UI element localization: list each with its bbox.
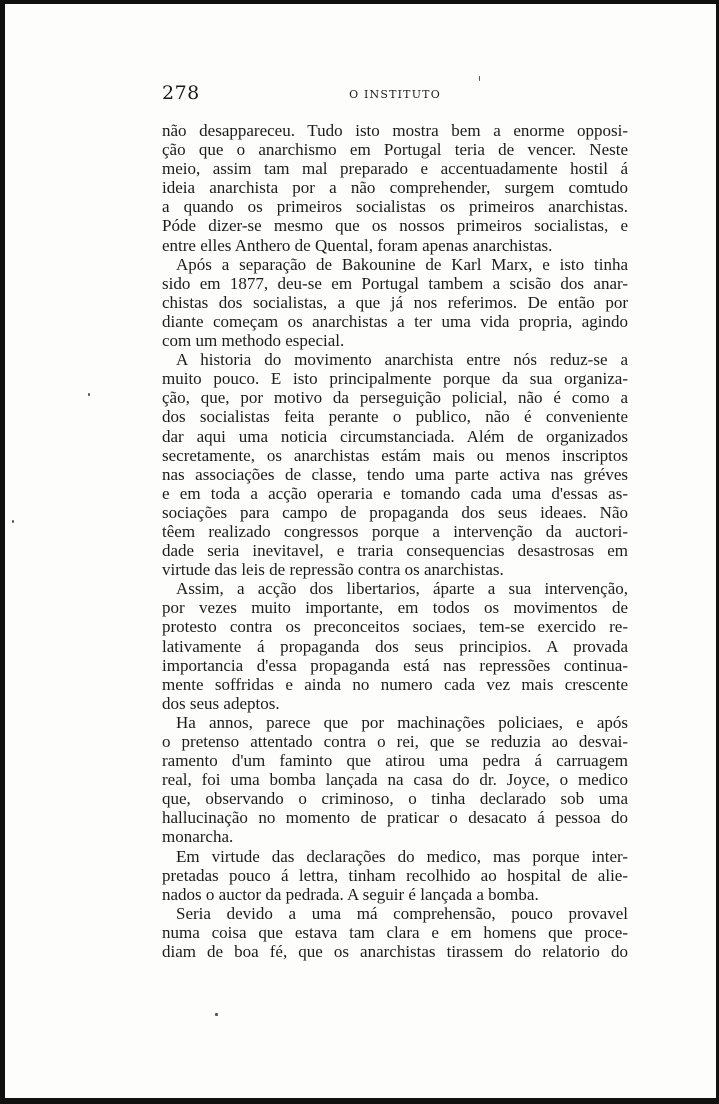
text-line: diam de boa fé, que os anarchistas tirassem do relatorio do bbox=[162, 942, 628, 962]
text-line: e em toda a acção operaria e tomando cada uma d'essas as- bbox=[162, 483, 628, 503]
text-line: ramento d'um faminto que atirou uma pedra á carruagem bbox=[162, 751, 628, 771]
text-line: Após a separação de Bakounine de Karl Marx, e isto tinha bbox=[176, 254, 628, 274]
text-line: importancia d'essa propaganda está nas repressões continua- bbox=[162, 655, 628, 675]
text-line: protesto contra os preconceitos sociaes, tem-se exercido re- bbox=[162, 617, 628, 637]
text-line: com um methodo especial. bbox=[162, 331, 345, 351]
text-line: dos socialistas feita perante o publico, não é conveniente bbox=[162, 407, 628, 427]
text-line: secretamente, os anarchistas estám mais ou menos inscriptos bbox=[162, 445, 628, 465]
text-line: a quando os primeiros socialistas os primeiros anarchistas. bbox=[162, 197, 628, 217]
text-line: não desappareceu. Tudo isto mostra bem a enorme opposi- bbox=[162, 121, 628, 140]
text-line: Em virtude das declarações do medico, mas porque inter- bbox=[176, 846, 628, 866]
print-speck bbox=[215, 1013, 218, 1016]
text-line: dos seus adeptos. bbox=[162, 693, 280, 713]
text-line: têem realizado congressos porque a intervenção da auctori- bbox=[162, 521, 628, 541]
text-line: monarcha. bbox=[162, 827, 234, 847]
text-line: numa coisa que estava tam clara e em homens que proce- bbox=[162, 922, 628, 942]
text-line: dar aqui uma noticia circumstanciada. Além de organizados bbox=[162, 426, 628, 446]
text-line: mente soffridas e ainda no numero cada vez mais crescente bbox=[162, 674, 628, 694]
body-text bbox=[162, 121, 628, 961]
text-line: que, observando o criminoso, o tinha declarado sob uma bbox=[162, 789, 628, 809]
text-line: ideia anarchista por a não comprehender, surgem comtudo bbox=[162, 178, 628, 198]
text-line: sociações para campo de propaganda dos seus ideaes. Não bbox=[162, 502, 628, 522]
text-line: A historia do movimento anarchista entre nós reduz-se a bbox=[176, 350, 628, 370]
print-speck bbox=[12, 520, 14, 523]
text-line: sido em 1877, deu-se em Portugal tambem a scisão dos anar- bbox=[162, 273, 628, 293]
print-speck bbox=[479, 76, 480, 81]
text-line: o pretenso attentado contra o rei, que se reduzia ao desvai- bbox=[162, 732, 628, 751]
text-line: nas associações de classe, tendo uma parte activa nas gréves bbox=[162, 464, 628, 484]
text-line: pretadas pouco á lettra, tinham recolhido ao hospital de alie- bbox=[162, 865, 628, 885]
running-head bbox=[162, 82, 628, 108]
text-line: diante começam os anarchistas a ter uma vida propria, agindo bbox=[162, 311, 628, 331]
text-line: chistas dos socialistas, a que já nos referimos. De então por bbox=[162, 292, 628, 312]
running-title: O INSTITUTO bbox=[349, 88, 441, 101]
text-line: Ha annos, parece que por machinações policiaes, e após bbox=[176, 712, 628, 732]
text-line: ção, que, por motivo da perseguição policial, não é como a bbox=[162, 388, 628, 408]
text-line: dade seria inevitavel, e traria consequencias desastrosas em bbox=[162, 541, 628, 561]
text-line: virtude das leis de repressão contra os anarchistas. bbox=[162, 560, 504, 580]
text-line: nados o auctor da pedrada. A seguir é lançada a bomba. bbox=[162, 884, 539, 904]
text-line: ção que o anarchismo em Portugal teria de vencer. Neste bbox=[162, 140, 628, 160]
text-line: por vezes muito importante, em todos os movimentos de bbox=[162, 598, 628, 618]
text-line: real, foi uma bomba lançada na casa do dr. Joyce, o medico bbox=[162, 770, 628, 790]
text-line: Seria devido a uma má comprehensão, pouco provavel bbox=[176, 903, 628, 923]
text-line: hallucinação no momento de praticar o desacato á pessoa do bbox=[162, 808, 628, 828]
text-line: meio, assim tam mal preparado e accentuadamente hostil á bbox=[162, 159, 628, 179]
print-speck bbox=[88, 393, 90, 396]
page-number: 278 bbox=[162, 82, 200, 104]
text-line: lativamente á propaganda dos seus principios. A provada bbox=[162, 636, 628, 656]
text-line: entre elles Anthero de Quental, foram apenas anarchistas. bbox=[162, 235, 553, 255]
text-line: muito pouco. E isto principalmente porque da sua organiza- bbox=[162, 369, 628, 389]
text-line: Póde dizer-se mesmo que os nossos primeiros socialistas, e bbox=[162, 216, 628, 236]
text-line: Assim, a acção dos libertarios, áparte a sua intervenção, bbox=[176, 579, 628, 599]
